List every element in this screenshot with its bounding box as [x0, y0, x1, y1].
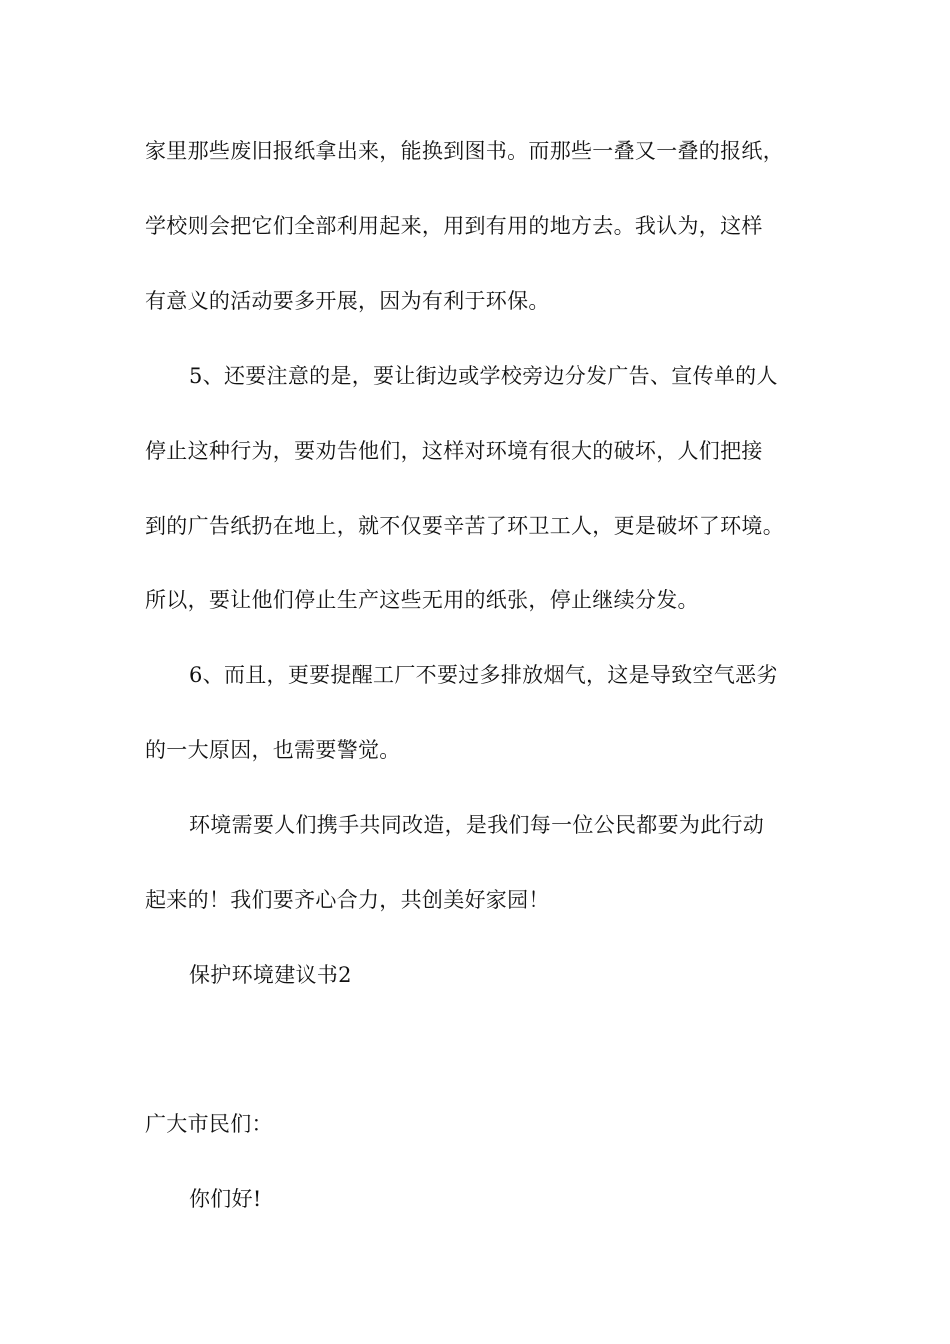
paragraph-line: 有意义的活动要多开展，因为有利于环保。	[145, 289, 550, 313]
paragraph-line: 家里那些废旧报纸拿出来，能换到图书。而那些一叠又一叠的报纸，	[145, 139, 784, 163]
greeting: 你们好!	[189, 1187, 262, 1211]
section-heading: 保护环境建议书2	[189, 963, 352, 987]
paragraph-line: 学校则会把它们全部利用起来，用到有用的地方去。我认为，这样	[145, 214, 763, 238]
paragraph-line: 到的广告纸扔在地上，就不仅要辛苦了环卫工人，更是破坏了环境。	[145, 514, 784, 538]
paragraph-line: 6、而且，更要提醒工厂不要过多排放烟气，这是导致空气恶劣	[189, 663, 778, 687]
paragraph-line: 停止这种行为，要劝告他们，这样对环境有很大的破坏，人们把接	[145, 439, 763, 463]
paragraph-line: 起来的！我们要齐心合力，共创美好家园！	[145, 888, 550, 912]
paragraph-line: 所以，要让他们停止生产这些无用的纸张，停止继续分发。	[145, 588, 699, 612]
paragraph-line: 的一大原因，也需要警觉。	[145, 738, 401, 762]
paragraph-line: 环境需要人们携手共同改造，是我们每一位公民都要为此行动	[189, 813, 765, 837]
salutation: 广大市民们：	[145, 1112, 273, 1136]
paragraph-line: 5、还要注意的是，要让街边或学校旁边分发广告、宣传单的人	[189, 364, 778, 388]
